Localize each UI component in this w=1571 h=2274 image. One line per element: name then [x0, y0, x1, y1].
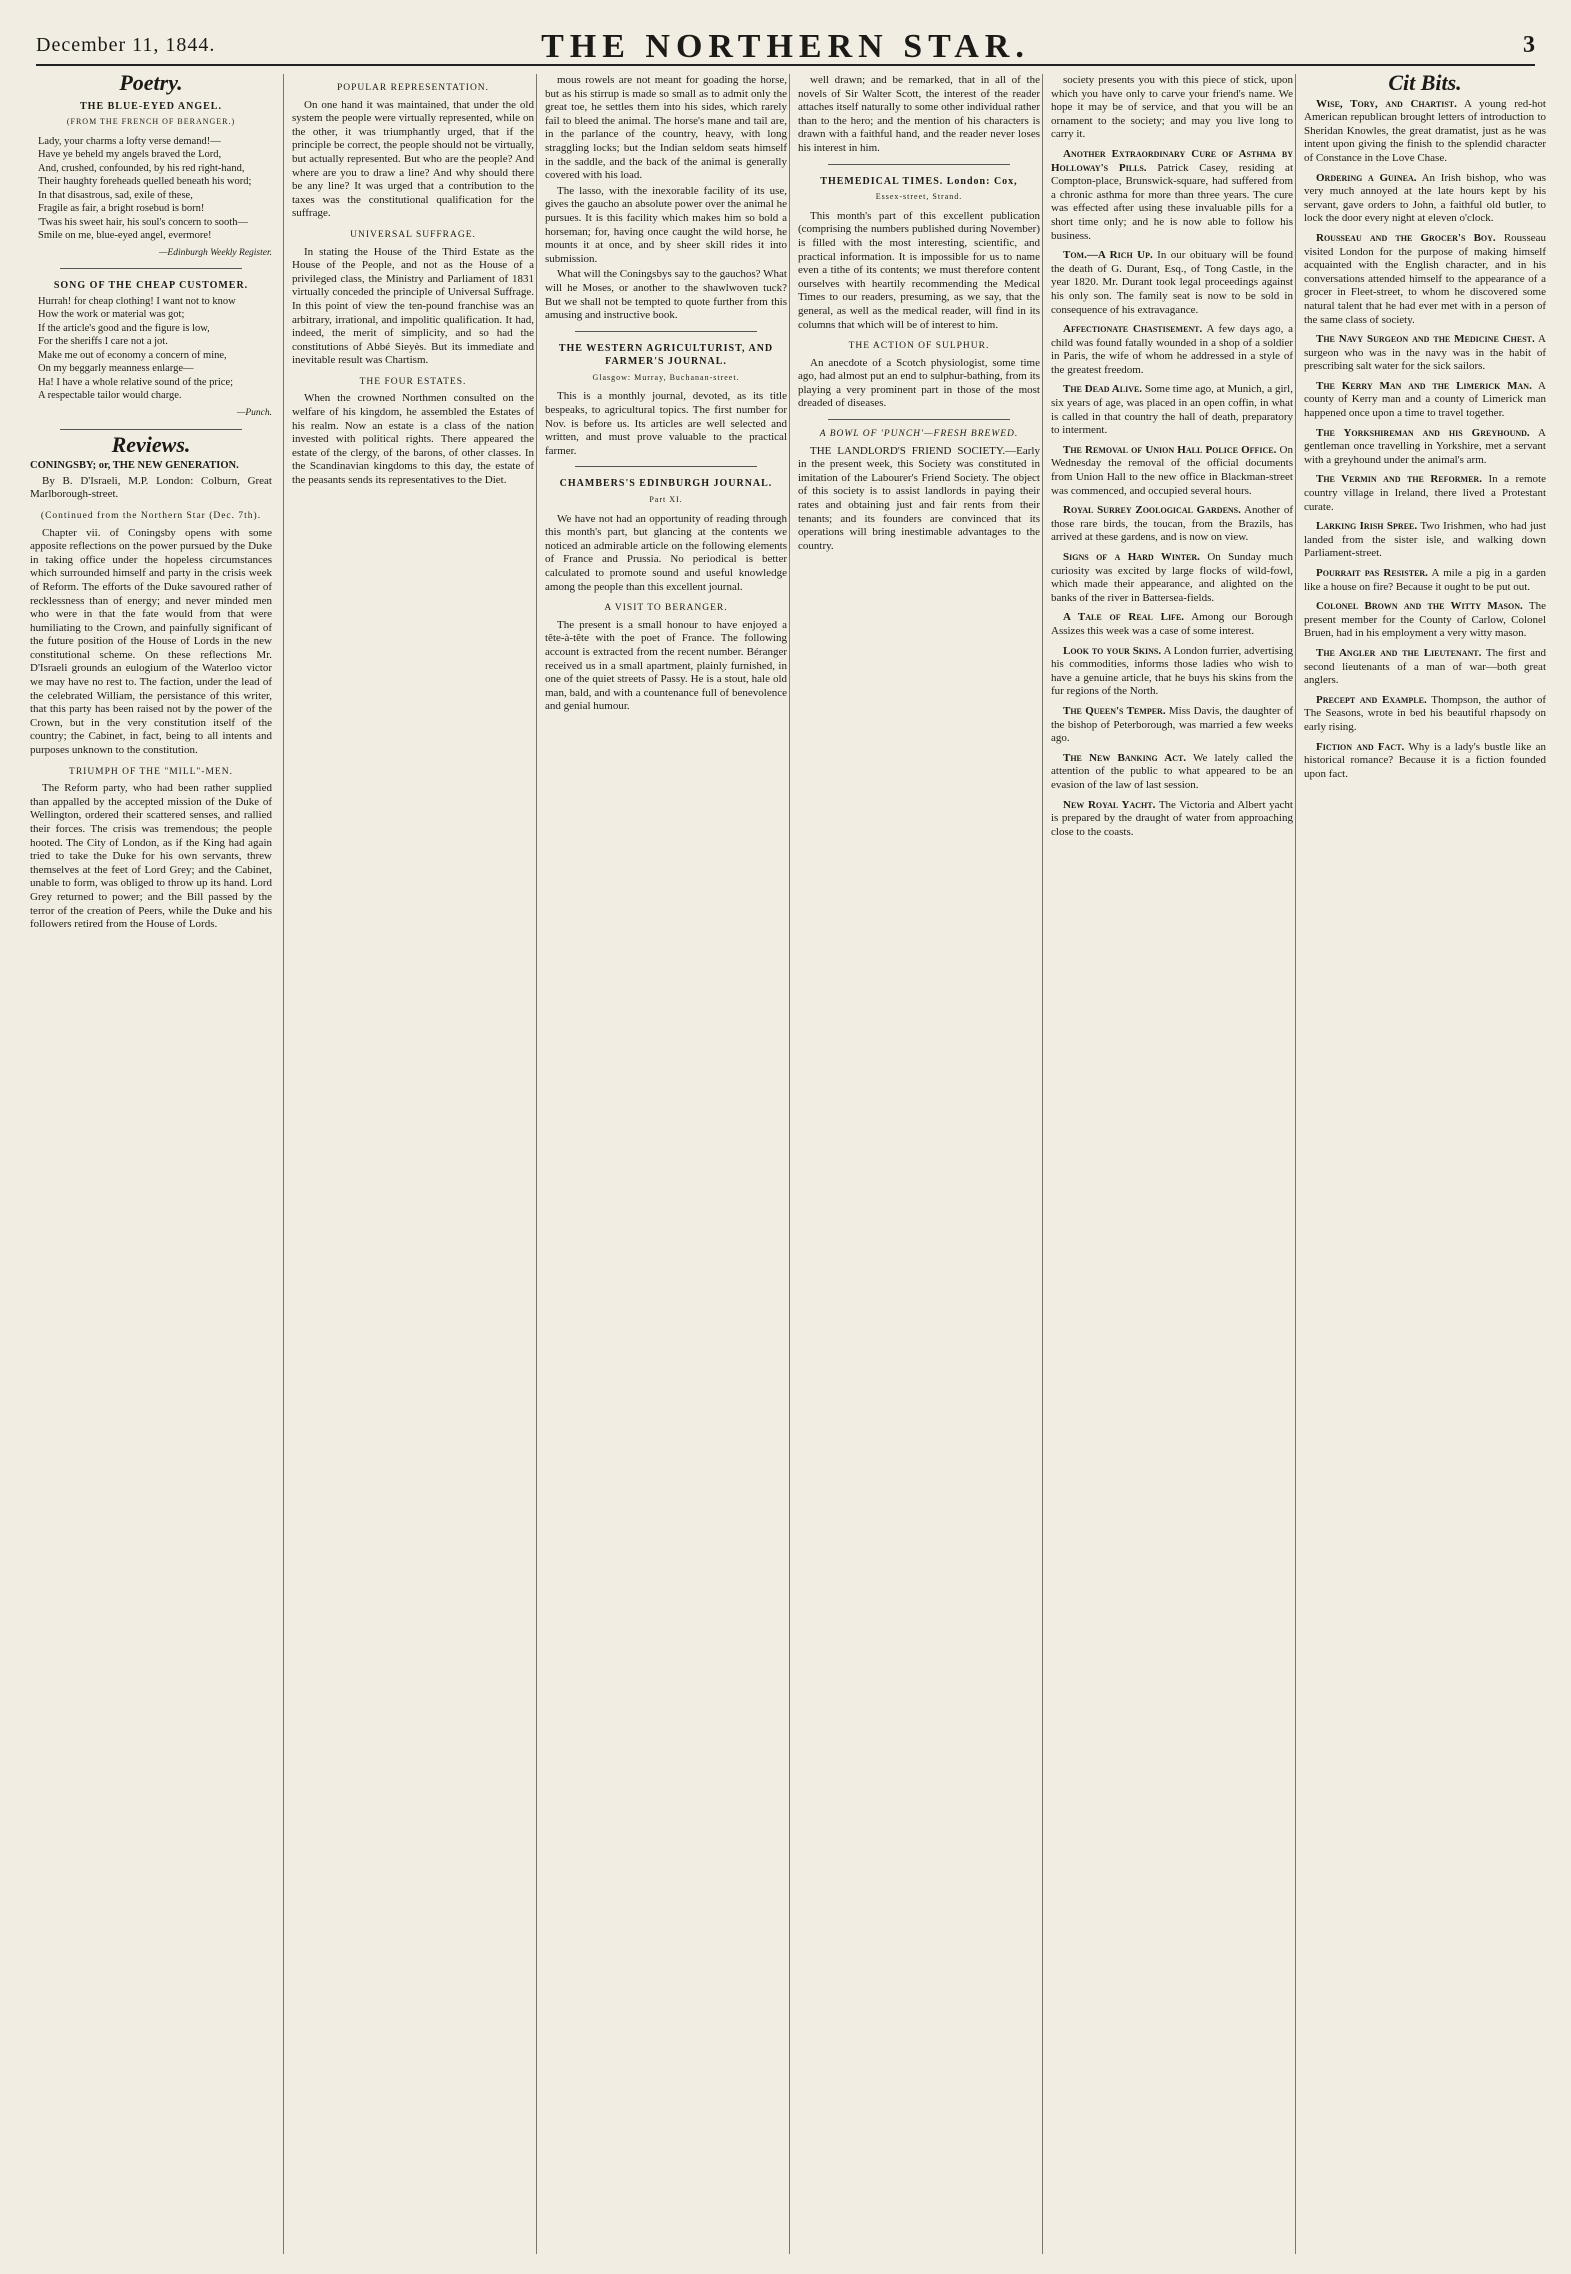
review1-body: Chapter vii. of Coningsby opens with some apposite reflections on the power pursued by the Duke in taking office under the hopeless circumstances which surrounded himself and party in the crisis week of Reform. The efforts of the Duke savoured rather of recklessness than of energy; and never minded men who were in that the fate would from that were humiliating to the Crown, and painfully significant of the future position of the House of Lords in the new constitutional scheme. On these reflections Mr. D'Israeli grounds an eulogium of the Waterloo victor we may have no rest to. The faction, under the lead of the celebrated William, the persistance of this writer, that this party has been raised not by the power of the Crown, but in the very constitution itself of the country; the Cabinet, in fact, being to all intents and purposes unknown to the constitution. [30, 526, 272, 757]
tit-bit-body: A mile a pig in a garden like a house on fire? Because it ought to be put out. [1304, 567, 1546, 593]
divider [828, 164, 1010, 165]
col5-body1: society presents you with this piece of stick, upon which you have only to carve your friend's name. We hope it may be of service, and that you will be an ornament to the society; and may you live long to carry it. [1051, 74, 1293, 141]
tit-bit-item [1304, 232, 1546, 327]
tit-bit-item [1304, 380, 1546, 421]
subhead-sulphur: THE ACTION OF SULPHUR. [848, 341, 990, 352]
tit-bit-item [1304, 567, 1546, 594]
column-five [1042, 74, 1293, 2254]
tit-bit-lead: The Yorkshireman and his Greyhound. [1316, 426, 1530, 439]
news-item-lead: The Dead Alive. [1063, 383, 1143, 396]
poem1-title: THE BLUE-EYED ANGEL. [80, 100, 222, 112]
news-item [1051, 323, 1293, 377]
poem1-body [30, 135, 272, 243]
poem-line: On my beggarly meanness enlarge— [38, 363, 194, 375]
news-item [1051, 504, 1293, 545]
column-three [536, 74, 787, 2254]
news-item-lead: Signs of a Hard Winter. [1063, 551, 1200, 563]
review1-continued: (Continued from the Northern Star (Dec. 7th). [40, 510, 262, 521]
review1-body4: In stating the House of the Third Estate as the House of the People, and not as the House of a privileged class, the Ministry and Parliament of 1831 virtually conceded the principle of Universal Suffrage. In this point of view the ten-pound franchise was an arbitrary, irrational, and impolitic qualification. It had, indeed, the merit of simplicity, and so had the constitutions of Abbé Sieyès. But its immediate and inevitable result was Chartism. [292, 245, 534, 367]
poem-line: Lady, your charms a lofty verse demand!— [38, 135, 221, 147]
tit-bit-lead: Precept and Example. [1316, 693, 1427, 706]
col4-body1: well drawn; and be remarked, that in all of the novels of Sir Walter Scott, the interest of the reader attaches itself naturally to some other individual rather than to the hero; and the mention of his characters is drawn with a faithful hand, and the reader never loses his interest in him. [798, 74, 1040, 154]
news-item-body: A London furrier, advertising his commodities, informs those ladies who wish to have a genuine article, that he buys his skins from the fur regions of the North. [1051, 644, 1293, 698]
review1-body2: The Reform party, who had been rather supplied than appalled by the accepted mission of the Duke of Wellington, ordered their scattered senses, and rallied their forces. The crisis was tremendous; the people hooted. The City of London, as if the King had again tried to take the Duke for his own servants, threw themselves at the feet of Lord Grey; and the Cabinet, unable to form, was obliged to throw up its hand. Lord Grey returned to power; and the Bill passed by the terror of the creation of Peers, while the Duke and his followers retired from the House of Lords. [30, 782, 272, 931]
poem-line: Smile on me, blue-eyed angel, evermore! [38, 230, 212, 242]
news-item-body: Miss Davis, the daughter of the bishop of Peterborough, was married a few weeks ago. [1051, 704, 1294, 745]
news-item [1051, 752, 1293, 793]
divider [60, 429, 242, 430]
review1-byline: By B. D'Israeli, M.P. London: Colburn, Great Marlborough-street. [30, 474, 272, 501]
divider [575, 466, 757, 467]
col3-body1: mous rowels are not meant for goading the horse, but as his stirrup is made so small as to admit only the great toe, he settles them into his sides, which rarely fail to bleed the animal. The horse's mane and tail are, in the parlance of the country, heavy, with long straggling locks; but the Indian seldom seats himself in the saddle, and the back of the animal is generally covered with his load. [545, 74, 787, 182]
review2-byline: Glasgow: Murray, Buchanan-street. [592, 372, 740, 382]
page-number: 3 [1523, 32, 1535, 58]
tit-bit-lead: The Angler and the Lieutenant. [1316, 646, 1482, 659]
tit-bit-item [1304, 98, 1546, 166]
subhead-triumph: TRIUMPH OF THE "MILL"-MEN. [69, 766, 233, 777]
column-four [789, 74, 1040, 2254]
review1-title: CONINGSBY; or, THE NEW GENERATION. [30, 460, 239, 472]
tit-bits-section-title: Cit Bits. [1388, 70, 1462, 95]
news-item [1051, 249, 1293, 317]
subhead-popular: POPULAR REPRESENTATION. [336, 83, 490, 93]
tit-bit-body: A county of Kerry man and a county of Limerick man happened once upon a time to travel together. [1304, 379, 1546, 420]
poem1-source: —Edinburgh Weekly Register. [158, 247, 272, 258]
tit-bit-body: A young red-hot American republican brought letters of introduction to Sheridan Knowles, the great dramatist, just as he was intent upon giving the finish to the splendid character of Constance in the Love Chase. [1304, 97, 1546, 164]
news-item-body: In our obituary will be found the death of G. Durant, Esq., of Tong Castle, in the year 1820. Mr. Durant took legal proceedings against his only son. The family seat is now to be sold in consequence of his extravagance. [1051, 249, 1293, 316]
news-item [1051, 444, 1293, 498]
review3-title: CHAMBERS'S EDINBURGH JOURNAL. [559, 478, 773, 490]
tit-bit-lead: Ordering a Guinea. [1316, 171, 1417, 184]
news-item-body: Among our Borough Assizes this week was a case of some interest. [1051, 611, 1293, 637]
news-item-body: Another of those rare birds, the toucan, from the Brazils, has arrived at these gardens, and is now on view. [1051, 504, 1293, 544]
news-item [1051, 148, 1293, 243]
column-reviews-cont [283, 74, 534, 2254]
tit-bit-item [1304, 427, 1546, 468]
news-item-body: Some time ago, at Munich, a girl, six years of age, was placed in an open coffin, in what is called in that country the hall of death, preparatory to interment. [1051, 383, 1293, 437]
news-item-lead: Royal Surrey Zoological Gardens. [1063, 504, 1241, 517]
divider [828, 419, 1010, 420]
review4-byline: Essex-street, Strand. [875, 192, 963, 202]
review4-body: This month's part of this excellent publication (comprising the numbers published during November) is filled with the most interesting, scientific, and practical information. It is impossible for us to name even a tithe of its contents; we must therefore content ourselves with heartily recommending the Medical Times to our readers, presuming, as we say, that the general, as well as the medical reader, will find in its columns that which will be of interest to him. [798, 209, 1040, 331]
reviews-section-title: Reviews. [111, 431, 191, 457]
poem-line: 'Twas his sweet hair, his soul's concern to sooth— [38, 216, 248, 228]
subhead-four-estates: THE FOUR ESTATES. [359, 376, 467, 387]
tit-bit-lead: The Kerry Man and the Limerick Man. [1316, 379, 1532, 392]
poem-line: How the work or material was got; [38, 309, 185, 321]
divider [60, 268, 242, 269]
divider [575, 331, 757, 332]
tit-bit-item [1304, 694, 1546, 735]
column-tit-bits [1295, 70, 1547, 2254]
tit-bit-body: Two Irishmen, who had just landed from the sister isle, and walking down Parliament-street. [1304, 520, 1547, 560]
news-item-body: On Wednesday the removal of the official documents from Union Hall to the new office in Blackman-street was commenced, and occupied several hours. [1051, 443, 1293, 497]
review3-part: Part XI. [649, 495, 683, 505]
news-item-lead: Affectionate Chastisement. [1063, 323, 1203, 336]
tit-bit-body: Why is a lady's bustle like an historical romance? Because it is a fiction founded upon fact. [1304, 740, 1546, 780]
poem-line: And, crushed, confounded, by his red right-hand, [38, 162, 245, 174]
news-item-lead: A Tale of Real Life. [1063, 611, 1185, 624]
poem-line: If the article's good and the figure is low, [38, 322, 210, 334]
tit-bit-body: A surgeon who was in the navy was in the habit of prescribing salt water for the sick sailors. [1304, 333, 1546, 373]
news-item-body: The Victoria and Albert yacht is prepared by the draught of water from approaching close to the coasts. [1051, 798, 1293, 838]
poem2-source: —Punch. [236, 407, 272, 418]
news-item [1051, 705, 1293, 746]
poem-line: Make me out of economy a concern of mine, [38, 349, 227, 361]
news-item [1051, 645, 1293, 699]
tit-bit-item [1304, 333, 1546, 374]
col3-body3: The lasso, with the inexorable facility of its use, gives the gaucho an absolute power over the animal he pursues. It is this facility which makes him so bold a horseman; for, having once caught the wild horse, he mounts it at once, and by sheer skill rides it into submission. [545, 184, 787, 265]
review3-subhead: A VISIT TO BERANGER. [604, 603, 728, 614]
masthead [36, 20, 1535, 66]
poem-line: For the sheriffs I care not a jot. [38, 336, 168, 348]
news-item-lead: New Royal Yacht. [1063, 798, 1156, 811]
news-item-lead: Look to your Skins. [1063, 644, 1162, 657]
news-item [1051, 799, 1293, 840]
poem-line: In that disastrous, sad, exile of these, [38, 189, 193, 201]
news-item-body: On Sunday much curiosity was excited by large flocks of wild-fowl, which made their appearance, and alighted on the banks of the river in Battersea-fields. [1051, 551, 1293, 604]
tit-bit-item [1304, 600, 1546, 641]
tit-bit-lead: Larking Irish Spree. [1316, 520, 1418, 533]
poem2-body [30, 295, 272, 403]
subhead-universal: UNIVERSAL SUFFRAGE. [350, 229, 476, 240]
review4-title: THEMEDICAL TIMES. London: Cox, [820, 175, 1018, 187]
tit-bit-lead: The Navy Surgeon and the Medicine Chest. [1316, 333, 1535, 346]
col3-body2: What will the Coningsbys say to the gauchos? What will he Moses, or another to the shawlwoven tuck? But we shall not be tempted to quote further from this amusing and instructive book. [545, 268, 787, 322]
tit-bit-lead: The Vermin and the Reformer. [1316, 473, 1482, 486]
tit-bit-body: An Irish bishop, who was very much annoyed at the late hours kept by his servant, gave orders to John, a faithful old butler, to lock the door every night at eleven o'clock. [1304, 171, 1546, 225]
news-item [1051, 551, 1293, 605]
poem-line: A respectable tailor would charge. [38, 390, 182, 402]
poem-line: Fragile as fair, a bright rosebud is born! [38, 203, 205, 215]
review3-body: We have not had an opportunity of reading through this month's part, but glancing at the contents we noticed an admirable article on the following elements of France and Prussia. No periodical is better calculated to promote sound and useful knowledge among the people than this excellent journal. [545, 512, 787, 593]
issue-date: December 11, 1844. [36, 34, 216, 56]
tit-bit-lead: Fiction and Fact. [1316, 740, 1405, 753]
poetry-section-title: Poetry. [119, 70, 183, 95]
news-item-lead: Another Extraordinary Cure of Asthma by Holloway's Pills. [1051, 147, 1293, 174]
tit-bit-lead: Rousseau and the Grocer's Boy. [1316, 231, 1496, 244]
review2-title: THE WESTERN AGRICULTURIST, AND FARMER'S JOURNAL. [558, 342, 774, 368]
tit-bit-body: A gentleman once travelling in Yorkshire, met a servant with a greyhound under the animal's arm. [1304, 426, 1546, 466]
newspaper-title: THE NORTHERN STAR. [541, 28, 1030, 65]
news-item [1051, 383, 1293, 437]
punch-heading: A BOWL OF 'PUNCH'—FRESH BREWED. [819, 429, 1019, 440]
tit-bit-body: Rousseau visited London for the purpose of making himself acquainted with the English character, and in his conversations attended himself to the appearance of a grocer in Fleet-street, to whom he discovered some natural talent that he had ever met with in a person of the same class of society. [1304, 231, 1547, 326]
news-item-body: A few days ago, a child was found fatally wounded in a shop of a soldier in Paris, the wife of whom he addressed in a style of the greatest freedom. [1051, 323, 1293, 376]
tit-bit-body: The first and second lieutenants of a man of war—both great anglers. [1304, 646, 1546, 687]
tit-bit-body: Thompson, the author of The Seasons, wrote in bed his beautiful rhapsody on early rising. [1304, 693, 1546, 733]
news-item-lead: Tom.—A Rich Up. [1063, 249, 1153, 262]
news-item-body: We lately called the attention of the public to what appeared to be an evasion of the law of last session. [1051, 751, 1293, 791]
review2-body: This is a monthly journal, devoted, as its title bespeaks, to agricultural topics. The first number for Nov. is before us. Its articles are well selected and written, and must prove valuable to the practical farmer. [545, 390, 787, 457]
tit-bit-item [1304, 647, 1546, 688]
review1-body5: When the crowned Northmen consulted on the welfare of his kingdom, he assembled the Estates of his realm. Now an estate is a class of the nation invested with political rights. There appeared the estate of the clergy, of the barons, of other classes. In the Scandinavian kingdoms to this day, the estate of the peasants sends its representatives to the Diet. [292, 392, 534, 487]
news-item [1051, 611, 1293, 638]
review1-body3: On one hand it was maintained, that under the old system the people were virtually represented, while on the other, it was triumphantly urged, that if the principle be correct, the people should not be virtually, but actually represented. But who are the people? And where are you to draw a line? And why should there be any line? It was urged that a contribution to the taxes was the constitutional qualification for the suffrage. [292, 98, 534, 220]
tit-bit-item [1304, 520, 1546, 561]
poem-line: Their haughty foreheads quelled beneath his word; [38, 176, 252, 188]
news-item-lead: The New Banking Act. [1063, 751, 1187, 764]
poem2-title: SONG OF THE CHEAP CUSTOMER. [53, 280, 249, 292]
poem1-subtitle: (FROM THE FRENCH OF BERANGER.) [66, 117, 236, 127]
tit-bit-lead: Wise, Tory, and Chartist. [1316, 97, 1457, 110]
tit-bit-item [1304, 172, 1546, 226]
sulphur-body: An anecdote of a Scotch physiologist, some time ago, had almost put an end to sulphur-bathing, from its playing a very prominent part in those of the most dreaded of diseases. [798, 356, 1040, 410]
tit-bit-body: In a remote country village in Ireland, there lived a Protestant curate. [1304, 473, 1546, 513]
poem-line: Hurrah! for cheap clothing! I want not to know [38, 295, 236, 307]
news-item-lead: The Queen's Temper. [1063, 704, 1166, 717]
news-item-lead: The Removal of Union Hall Police Office. [1063, 443, 1277, 456]
poem-line: Ha! I have a whole relative sound of the price; [38, 376, 234, 388]
tit-bit-body: The present member for the County of Carlow, Colonel Bruen, had in his employment a very witty mason. [1304, 600, 1546, 640]
tit-bit-lead: Pourrait pas Resister. [1316, 567, 1428, 579]
punch-body: THE LANDLORD'S FRIEND SOCIETY.—Early in the present week, this Society was constituted in imitation of the Labourer's Friend Society. The object of this society is to assist landlords in paying their rates and obtaining just and fair rents from their tenants; and its founders are convinced that its operations will bring inestimable advantages to the country. [798, 444, 1040, 552]
column-poetry-reviews [30, 70, 272, 2254]
poem-line: Have ye beheld my angels braved the Lord, [38, 149, 222, 161]
columns [30, 70, 1547, 2254]
review3-body2: The present is a small honour to have enjoyed a tête-à-tête with the poet of France. The following account is extracted from the recent number. Béranger received us in a small apartment, plainly furnished, in one of the quiet streets of Passy. He is a stout, hale old man, bald, and with a countenance full of benevolence and genial humour. [545, 618, 787, 713]
tit-bit-item [1304, 473, 1546, 514]
tit-bit-lead: Colonel Brown and the Witty Mason. [1316, 600, 1523, 613]
tit-bit-item [1304, 741, 1546, 782]
news-item-body: Patrick Casey, residing at Compton-place, Brunswick-square, had suffered from a chronic asthma for more than three years. The cure was effected after using these invaluable pills for a short time only; and he is now able to follow his business. [1051, 161, 1293, 242]
